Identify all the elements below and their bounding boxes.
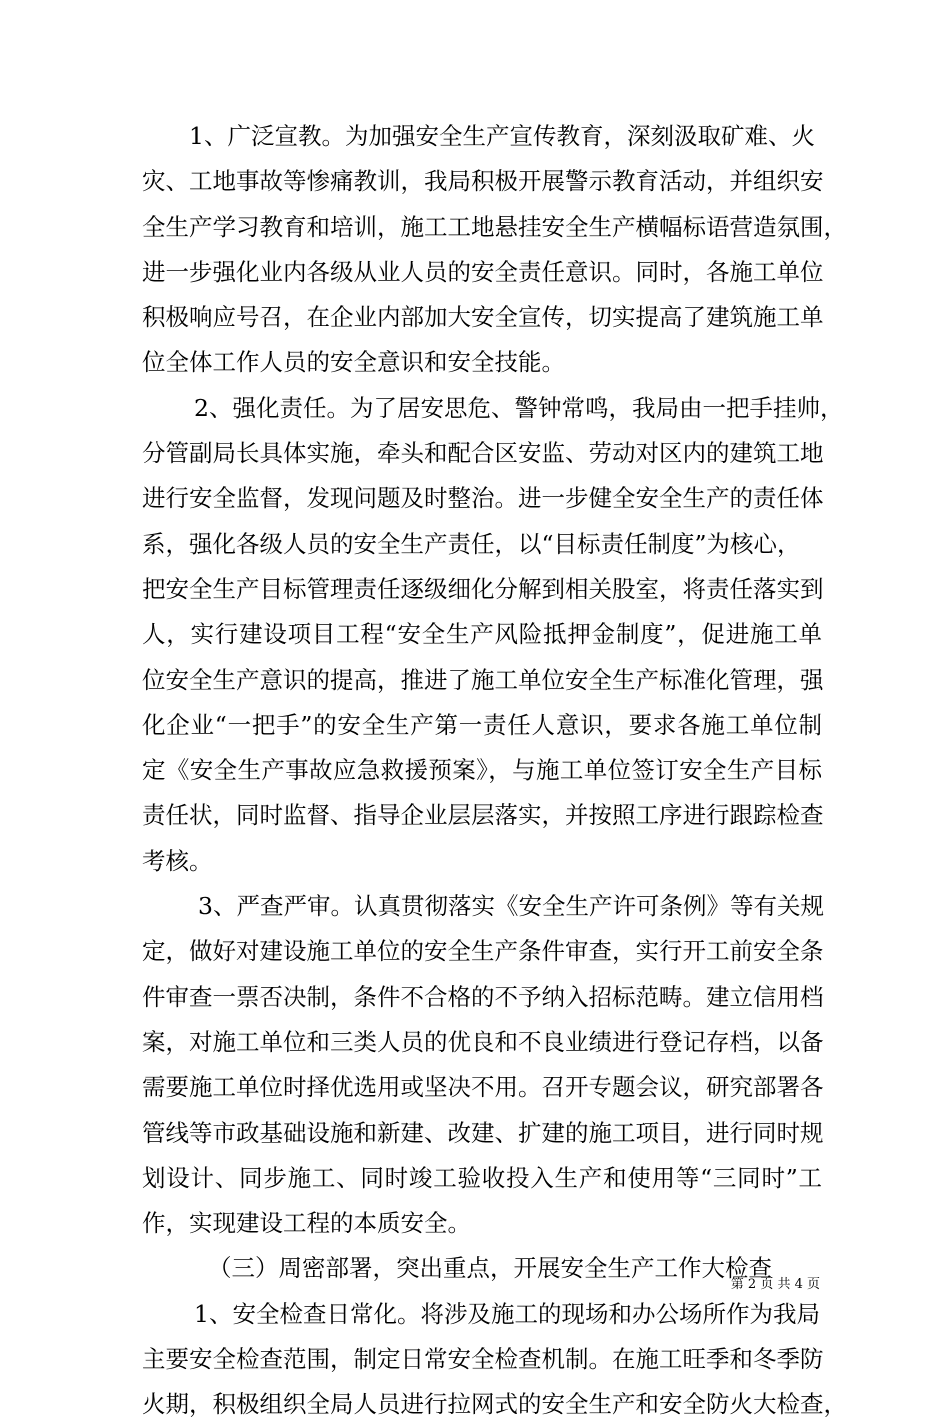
text-line: 火期，积极组织全局人员进行拉网式的安全生产和安全防火大检查， bbox=[142, 1390, 847, 1419]
text-line: 件审查一票否决制，条件不合格的不予纳入招标范畴。建立信用档 bbox=[142, 982, 824, 1011]
text-line: 位安全生产意识的提高，推进了施工单位安全生产标准化管理，强 bbox=[142, 665, 824, 694]
text-line: 灾、工地事故等惨痛教训，我局积极开展警示教育活动，并组织安 bbox=[142, 167, 824, 196]
text-line: 定，做好对建设施工单位的安全生产条件审查，实行开工前安全条 bbox=[142, 937, 824, 966]
text-line: 定《安全生产事故应急救援预案》，与施工单位签订安全生产目标 bbox=[142, 756, 822, 785]
text-line: 系，强化各级人员的安全生产责任，以“目标责任制度”为核心， bbox=[142, 529, 801, 558]
text-line: 考核。 bbox=[142, 846, 213, 875]
section-heading: （三）周密部署，突出重点，开展安全生产工作大检查 bbox=[208, 1254, 772, 1283]
text-line: 责任状，同时监督、指导企业层层落实，并按照工序进行跟踪检查 bbox=[142, 801, 824, 830]
text-line: 进一步强化业内各级从业人员的安全责任意识。同时，各施工单位 bbox=[142, 257, 824, 286]
text-line: 需要施工单位时择优选用或坚决不用。召开专题会议，研究部署各 bbox=[142, 1073, 824, 1102]
text-line: 主要安全检查范围，制定日常安全检查机制。在施工旺季和冬季防 bbox=[142, 1345, 824, 1374]
text-line: 1、广泛宣教。为加强安全生产宣传教育，深刻汲取矿难、火 bbox=[189, 122, 815, 150]
text-line: 2、强化责任。为了居安思危、警钟常鸣，我局由一把手挂帅， bbox=[194, 393, 844, 422]
text-line: 位全体工作人员的安全意识和安全技能。 bbox=[142, 348, 565, 377]
text-line: 分管副局长具体实施，牵头和配合区安监、劳动对区内的建筑工地 bbox=[142, 439, 824, 468]
text-line: 全生产学习教育和培训，施工工地悬挂安全生产横幅标语营造氛围， bbox=[142, 212, 847, 241]
text-line: 化企业“一把手”的安全生产第一责任人意识，要求各施工单位制 bbox=[142, 710, 822, 739]
text-line: 把安全生产目标管理责任逐级细化分解到相关股室，将责任落实到 bbox=[142, 574, 824, 603]
text-line: 作，实现建设工程的本质安全。 bbox=[142, 1209, 471, 1238]
body-text bbox=[142, 114, 847, 1428]
text-line: 1、安全检查日常化。将涉及施工的现场和办公场所作为我局 bbox=[194, 1299, 820, 1328]
text-line: 人，实行建设项目工程“安全生产风险抵押金制度”，促进施工单 bbox=[142, 620, 822, 649]
text-line: 进行安全监督，发现问题及时整治。进一步健全安全生产的责任体 bbox=[142, 484, 824, 513]
text-line: 管线等市政基础设施和新建、改建、扩建的施工项目，进行同时规 bbox=[142, 1118, 824, 1147]
text-line: 划设计、同步施工、同时竣工验收投入生产和使用等“三同时”工 bbox=[142, 1163, 822, 1192]
text-line: 积极响应号召，在企业内部加大安全宣传，切实提高了建筑施工单 bbox=[142, 303, 824, 332]
page-number: 第 2 页 共 4 页 bbox=[730, 1277, 820, 1292]
text-line: 3、严查严审。认真贯彻落实《安全生产许可条例》等有关规 bbox=[198, 892, 824, 921]
text-line: 案，对施工单位和三类人员的优良和不良业绩进行登记存档，以备 bbox=[142, 1027, 824, 1056]
